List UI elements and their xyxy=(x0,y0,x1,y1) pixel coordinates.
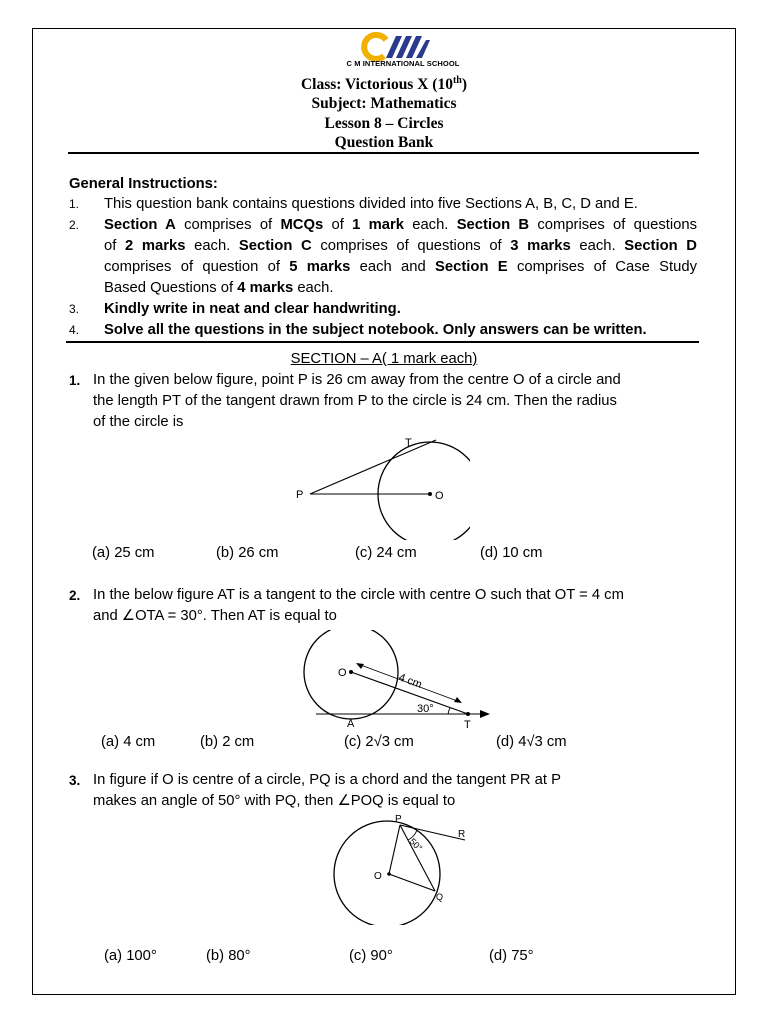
center-point xyxy=(349,670,353,674)
school-name: C M INTERNATIONAL SCHOOL xyxy=(346,59,460,68)
instruction-2-line-1: Section A comprises of MCQs of 1 mark each. Section B comprises of questions xyxy=(104,217,697,233)
instruction-2-line-3: comprises of question of 5 marks each and Section E comprises of Case Study xyxy=(104,259,697,275)
instructions-divider xyxy=(66,341,699,343)
question-1-line-2: the length PT of the tangent drawn from P to the circle is 24 cm. Then the radius xyxy=(93,393,617,409)
question-1-option-c: (c) 24 cm xyxy=(355,545,417,561)
question-1-option-a: (a) 25 cm xyxy=(92,545,155,561)
label-a: A xyxy=(347,718,355,730)
class-title: Class: Victorious X (10th) xyxy=(300,75,468,94)
question-1-option-b: (b) 26 cm xyxy=(216,545,279,561)
instruction-number: 4. xyxy=(69,323,80,337)
tangent-line xyxy=(310,440,436,494)
question-2-line-1: In the below figure AT is a tangent to the circle with centre O such that OT = 4 cm xyxy=(93,587,624,603)
arrow-head xyxy=(480,710,490,718)
center-point xyxy=(387,872,391,876)
instruction-3: Kindly write in neat and clear handwriting. xyxy=(104,301,401,317)
instruction-1: This question bank contains questions divided into five Sections A, B, C, D and E. xyxy=(104,196,638,212)
instructions-heading: General Instructions: xyxy=(69,176,218,192)
instruction-number: 1. xyxy=(69,197,80,211)
point-t xyxy=(466,712,470,716)
question-2-option-b: (b) 2 cm xyxy=(200,734,255,750)
question-2-option-a: (a) 4 cm xyxy=(101,734,156,750)
question-3-line-1: In figure if O is centre of a circle, PQ is a chord and the tangent PR at P xyxy=(93,772,561,788)
instruction-4: Solve all the questions in the subject notebook. Only answers can be written. xyxy=(104,322,647,338)
page-title: Question Bank xyxy=(334,134,434,151)
question-3-option-c: (c) 90° xyxy=(349,948,393,964)
section-a-title: SECTION – A( 1 mark each) xyxy=(290,351,478,367)
label-o: O xyxy=(435,490,444,502)
question-2-line-2: and ∠OTA = 30°. Then AT is equal to xyxy=(93,608,337,624)
lesson-title: Lesson 8 – Circles xyxy=(324,115,444,132)
label-p: P xyxy=(395,814,402,825)
question-1-number: 1. xyxy=(69,373,81,388)
chord-pq xyxy=(400,825,435,891)
header-divider xyxy=(68,152,699,154)
circle xyxy=(378,442,470,540)
label-q: Q xyxy=(436,892,444,902)
circle xyxy=(304,630,398,719)
label-r: R xyxy=(458,829,466,840)
instruction-number: 3. xyxy=(69,302,80,316)
label-length: 4 cm xyxy=(396,671,424,691)
radius-oq xyxy=(389,874,435,891)
question-1-figure xyxy=(280,430,470,540)
label-angle: 30° xyxy=(417,703,434,715)
label-angle: 50° xyxy=(407,836,425,854)
question-2-option-d: (d) 4√3 cm xyxy=(496,734,567,750)
question-3-number: 3. xyxy=(69,773,81,788)
label-t: T xyxy=(464,719,471,731)
question-3-option-a: (a) 100° xyxy=(104,948,157,964)
question-3-line-2: makes an angle of 50° with PQ, then ∠POQ is equal to xyxy=(93,793,456,809)
label-p: P xyxy=(296,489,304,501)
question-2-figure xyxy=(300,630,500,735)
question-3-option-b: (b) 80° xyxy=(206,948,251,964)
subject-title: Subject: Mathematics xyxy=(311,95,457,112)
tangent-line xyxy=(400,825,465,840)
circle xyxy=(334,821,440,925)
label-o: O xyxy=(338,667,347,679)
question-2-option-c: (c) 2√3 cm xyxy=(344,734,414,750)
question-1-line-3: of the circle is xyxy=(93,414,184,430)
question-1-option-d: (d) 10 cm xyxy=(480,545,543,561)
instruction-2-line-4: Based Questions of 4 marks each. xyxy=(104,280,334,296)
question-1-line-1: In the given below figure, point P is 26 cm away from the centre O of a circle and xyxy=(93,372,621,388)
label-t: T xyxy=(405,437,412,449)
label-o: O xyxy=(374,871,382,882)
radius-op xyxy=(389,825,400,874)
instruction-2-line-2: of 2 marks each. Section C comprises of questions of 3 marks each. Section D xyxy=(104,238,697,254)
question-2-number: 2. xyxy=(69,588,81,603)
instruction-number: 2. xyxy=(69,218,80,232)
question-3-figure xyxy=(325,810,485,925)
question-3-option-d: (d) 75° xyxy=(489,948,534,964)
center-point xyxy=(428,492,432,496)
